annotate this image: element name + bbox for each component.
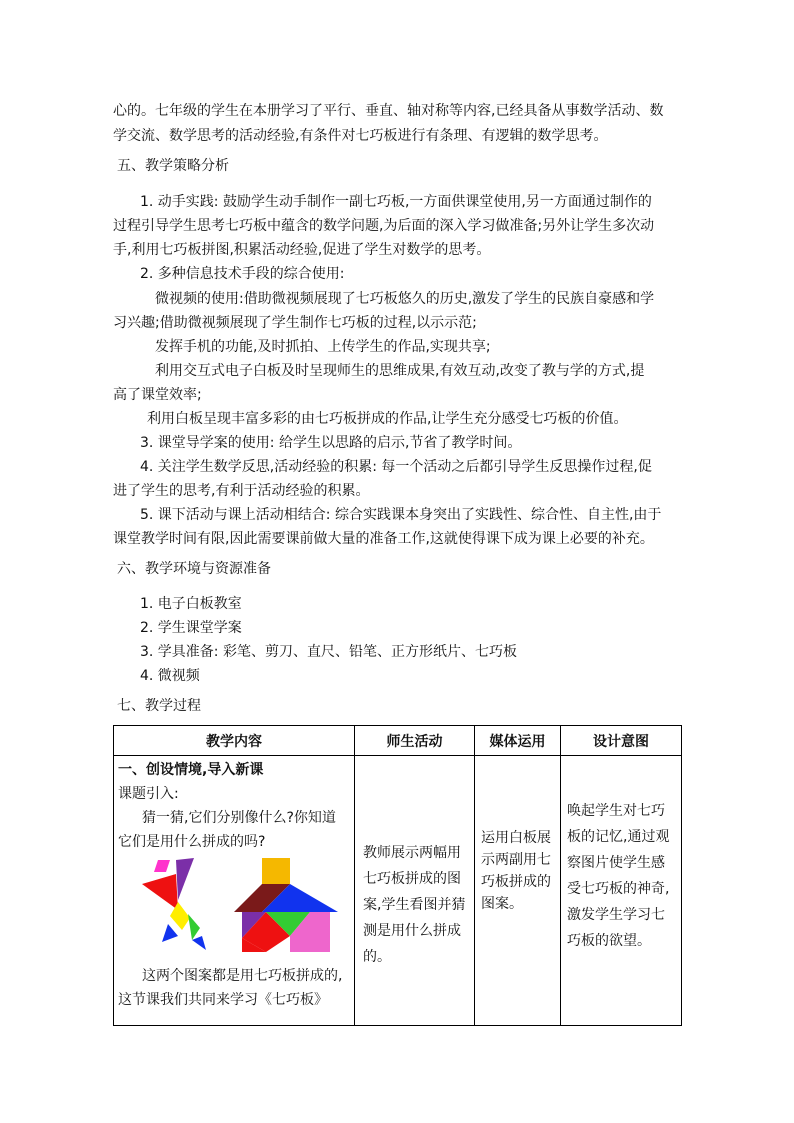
- row-title: 一、创设情境,导入新课: [118, 762, 264, 778]
- s5-item1-line2: 过程引导学生思考七巧板中蕴含的数学问题,为后面的深入学习做准备;另外让学生多次动: [113, 218, 655, 234]
- intent-line-3: 察图片使学生感: [567, 854, 665, 871]
- header-content: 教学内容: [114, 726, 355, 756]
- s5-item4-line2: 进了学生的思考,有利于活动经验的积累。: [113, 483, 370, 499]
- conclusion-line-1: 这两个图案都是用七巧板拼成的,: [142, 968, 343, 984]
- tangram-piece-red: [142, 874, 178, 910]
- tangram-piece-head: [154, 860, 170, 872]
- intro-line-2: 学交流、数学思考的活动经验,有条件对七巧板进行有条理、有逻辑的数学思考。: [113, 128, 608, 144]
- s5-item4-line1: 4. 关注学生数学反思,活动经验的积累: 每一个活动之后都引导学生反思操作过程,促: [140, 459, 652, 475]
- conclusion-line-2: 这节课我们共同来学习《七巧板》: [118, 992, 328, 1008]
- s5-item5-line1: 5. 课下活动与课上活动相结合: 综合实践课本身突出了实践性、综合性、自主性,由于: [140, 507, 662, 523]
- row-subtitle: 课题引入:: [118, 786, 179, 802]
- header-intent: 设计意图: [561, 726, 682, 756]
- s5-item2-p2: 发挥手机的功能,及时抓拍、上传学生的作品,实现共享;: [155, 339, 491, 355]
- media-line-1: 运用白板展: [481, 829, 551, 846]
- tangram-piece-green: [188, 914, 200, 940]
- activity-line-2: 七巧板拼成的图: [363, 870, 461, 887]
- s5-item1-line1: 1. 动手实践: 鼓励学生动手制作一副七巧板,一方面供课堂使用,另一方面通过制作的: [140, 194, 652, 210]
- s6-item-1: 1. 电子白板教室: [140, 596, 242, 612]
- intent-cell: [561, 756, 682, 1026]
- table-row: [114, 756, 682, 1026]
- s5-item2-p3-line2: 高了课堂效率;: [113, 387, 202, 403]
- content-cell: [114, 756, 355, 1026]
- intent-line-4: 受七巧板的神奇,: [567, 880, 670, 897]
- activity-line-4: 测是用什么拼成: [363, 922, 461, 939]
- s5-item2-p1-line1: 微视频的使用:借助微视频展现了七巧板悠久的历史,激发了学生的民族自豪感和学: [155, 291, 655, 307]
- activity-line-1: 教师展示两幅用: [363, 844, 461, 861]
- s5-item2-p3-line1: 利用交互式电子白板及时呈现师生的思维成果,有效互动,改变了教与学的方式,提: [155, 363, 645, 379]
- s5-item2-p1-line2: 习兴趣;借助微视频展现了学生制作七巧板的过程,以示示范;: [113, 315, 477, 331]
- section-5-heading: 五、教学策略分析: [117, 158, 229, 174]
- s5-item3: 3. 课堂导学案的使用: 给学生以思路的启示,节省了教学时间。: [140, 435, 522, 451]
- section-6-heading: 六、教学环境与资源准备: [117, 561, 271, 577]
- media-cell: [475, 756, 561, 1026]
- tangram-piece-blue-left: [162, 924, 178, 942]
- header-activity: 师生活动: [355, 726, 475, 756]
- tangram-person-figure: [140, 858, 220, 958]
- tangram-piece-blue-right: [192, 936, 206, 950]
- s6-item-3: 3. 学具准备: 彩笔、剪刀、直尺、铅笔、正方形纸片、七巧板: [140, 644, 517, 660]
- intent-line-6: 巧板的欲望。: [567, 932, 651, 949]
- media-line-3: 巧板拼成的: [481, 873, 551, 890]
- tangram-house-figure: [234, 858, 346, 958]
- tangram-piece-chimney: [262, 858, 290, 884]
- intent-line-1: 唤起学生对七巧: [567, 802, 665, 819]
- question-line-2: 它们是用什么拼成的吗?: [118, 834, 266, 850]
- s5-item1-line3: 手,利用七巧板拼图,积累活动经验,促进了学生对数学的思考。: [113, 242, 491, 258]
- activity-cell: [355, 756, 475, 1026]
- s6-item-4: 4. 微视频: [140, 668, 200, 684]
- s5-item2-title: 2. 多种信息技术手段的综合使用:: [140, 266, 345, 282]
- tangram-piece-purple: [176, 858, 194, 900]
- media-line-2: 示两副用七: [481, 851, 551, 868]
- intent-line-2: 板的记忆,通过观: [567, 828, 670, 845]
- teaching-process-table: [113, 725, 682, 1026]
- table-header-row: [114, 726, 682, 756]
- header-media: 媒体运用: [475, 726, 561, 756]
- s5-item2-p4: 利用白板呈现丰富多彩的由七巧板拼成的作品,让学生充分感受七巧板的价值。: [147, 411, 628, 427]
- question-line-1: 猜一猜,它们分别像什么?你知道: [142, 810, 336, 826]
- intent-line-5: 激发学生学习七: [567, 906, 665, 923]
- s5-item5-line2: 课堂教学时间有限,因此需要课前做大量的准备工作,这就使得课下成为课上必要的补充。: [113, 531, 654, 547]
- tangram-figures: [118, 854, 350, 964]
- media-line-4: 图案。: [481, 895, 523, 912]
- activity-line-5: 的。: [363, 948, 391, 965]
- section-7-heading: 七、教学过程: [117, 698, 201, 714]
- activity-line-3: 案,学生看图并猜: [363, 896, 466, 913]
- s6-item-2: 2. 学生课堂学案: [140, 620, 242, 636]
- intro-line-1: 心的。七年级的学生在本册学习了平行、垂直、轴对称等内容,已经具备从事数学活动、数: [113, 103, 664, 119]
